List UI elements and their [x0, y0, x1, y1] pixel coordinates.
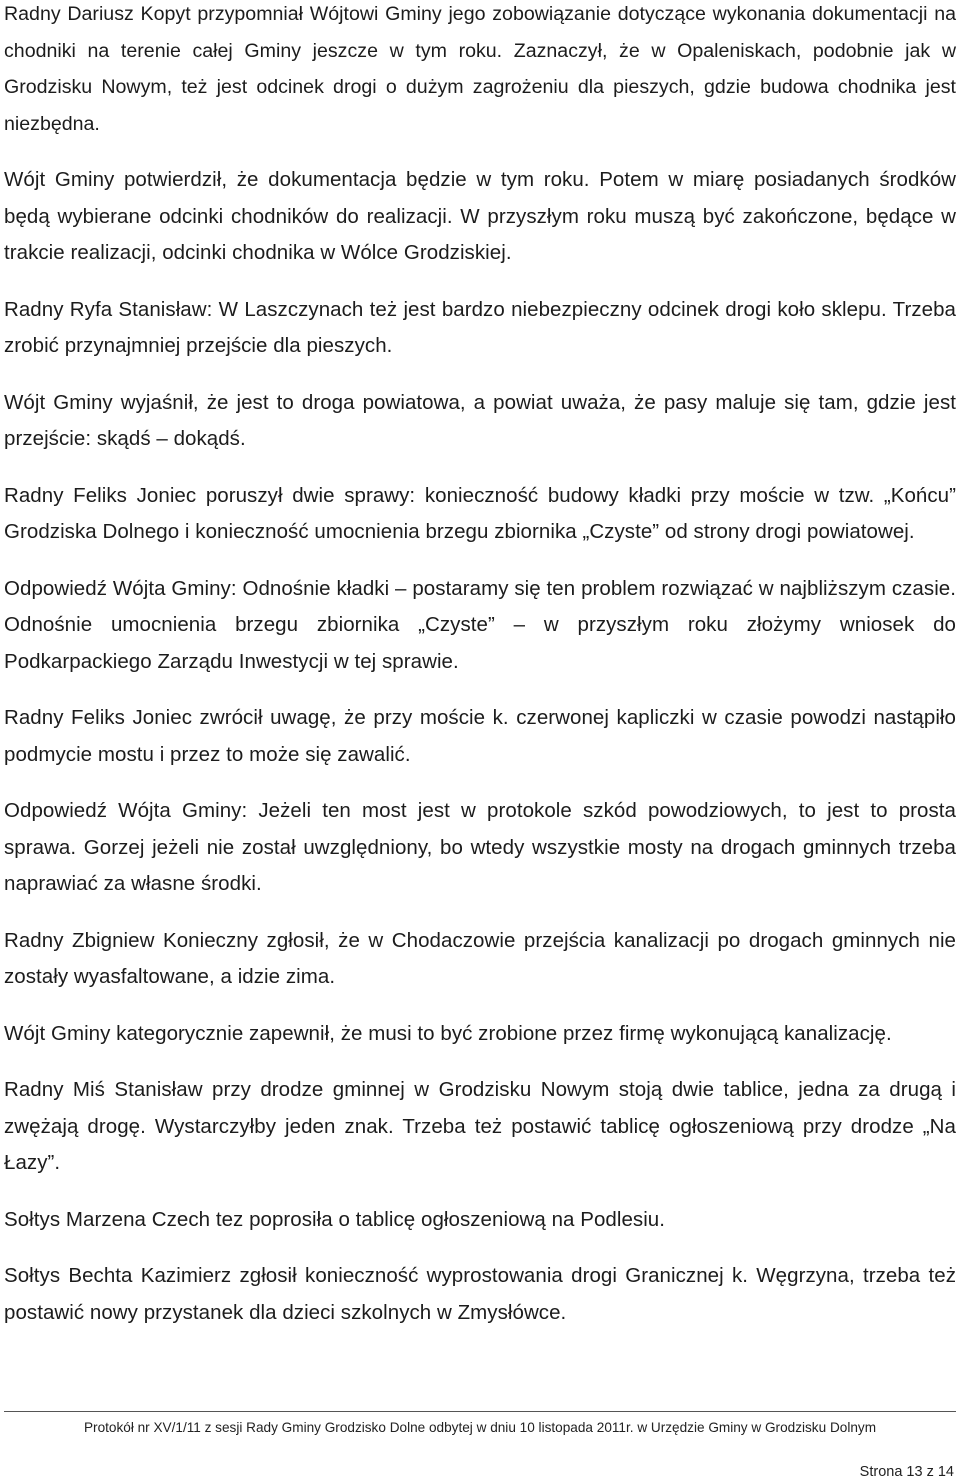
- paragraph-bechta-road: Sołtys Bechta Kazimierz zgłosił konieczność wyprostowania drogi Granicznej k. Węgrzyna, trzeba też postawić nowy przystanek dla dzieci szkolnych w Zmysłówce.: [4, 1264, 956, 1324]
- footer-protocol-text: Protokół nr XV/1/11 z sesji Rady Gminy Grodzisko Dolne odbytej w dniu 10 listopada 2011r. w Urzędzie Gminy w Grodzisku Dolnym: [83, 1420, 877, 1435]
- paragraph-joniec-bridge: Radny Feliks Joniec zwrócił uwagę, że przy moście k. czerwonej kapliczki w czasie powodzi nastąpiło podmycie mostu i przez to może się zawalić.: [4, 706, 956, 766]
- paragraph-wojt-documentation: Wójt Gminy potwierdził, że dokumentacja będzie w tym roku. Potem w miarę posiadanych środków będą wybierane odcinki chodników do realizacji. W przyszłym roku muszą być zakończone, będące w trakcie realizacji, odcinki chodnika w Wólce Grodziskiej.: [4, 168, 956, 264]
- paragraph-wojt-answer-footbridge: Odpowiedź Wójta Gminy: Odnośnie kładki – postaramy się ten problem rozwiązać w najbliższym czasie. Odnośnie umocnienia brzegu zbiornika „Czyste” – w przyszłym roku złożymy wniosek do Podkarpackiego Zarządu Inwestycji w tej sprawie.: [4, 576, 956, 673]
- paragraph-konieczny-sewer: Radny Zbigniew Konieczny zgłosił, że w Chodaczowie przejścia kanalizacji po drogach gminnych nie zostały wyasfaltowane, a idzie zima.: [4, 928, 956, 988]
- paragraph-ryfa-crossing: Radny Ryfa Stanisław: W Laszczynach też jest bardzo niebezpieczny odcinek drogi koło sklepu. Trzeba zrobić przynajmniej przejście dla pieszych.: [4, 297, 956, 357]
- page-number: Strona 13 z 14: [859, 1464, 954, 1480]
- paragraph-wojt-county-road: Wójt Gminy wyjaśnił, że jest to droga powiatowa, a powiat uważa, że pasy maluje się tam, gdzie jest przejście: skądś – dokądś.: [4, 390, 956, 450]
- document-body: [4, 0, 956, 1351]
- paragraph-czech-noticeboard: Sołtys Marzena Czech tez poprosiła o tablicę ogłoszeniową na Podlesiu.: [4, 1207, 666, 1231]
- paragraph-wojt-sewer: Wójt Gminy kategorycznie zapewnił, że musi to być zrobione przez firmę wykonującą kanalizację.: [4, 1021, 892, 1045]
- paragraph-joniec-footbridge: Radny Feliks Joniec poruszył dwie sprawy: konieczność budowy kładki przy moście w tzw. „Końcu” Grodziska Dolnego i konieczność umocnienia brzegu zbiornika „Czyste” od strony drogi powiatowej.: [4, 483, 956, 543]
- footer-divider: [4, 1411, 956, 1412]
- paragraph-kopyt-sidewalks: Radny Dariusz Kopyt przypomniał Wójtowi Gminy jego zobowiązanie dotyczące wykonania dokumentacji na chodniki na terenie całej Gminy jeszcze w tym roku. Zaznaczył, że w Opaleniskach, podobnie jak w Grodzisku Nowym, też jest odcinek drogi o dużym zagrożeniu dla pieszych, gdzie budowa chodnika jest niezbędna.: [4, 3, 956, 135]
- paragraph-mis-signs: Radny Miś Stanisław przy drodze gminnej w Grodzisku Nowym stoją dwie tablice, jedna za drugą i zwężają drogę. Wystarczyłby jeden znak. Trzeba też postawić tablicę ogłoszeniową przy drodze „Na Łazy”.: [4, 1078, 956, 1174]
- paragraph-wojt-answer-bridge: Odpowiedź Wójta Gminy: Jeżeli ten most jest w protokole szkód powodziowych, to jest to prosta sprawa. Gorzej jeżeli nie został uwzględniony, bo wtedy wszystkie mosty na drogach gminnych trzeba naprawiać za własne środki.: [4, 799, 956, 895]
